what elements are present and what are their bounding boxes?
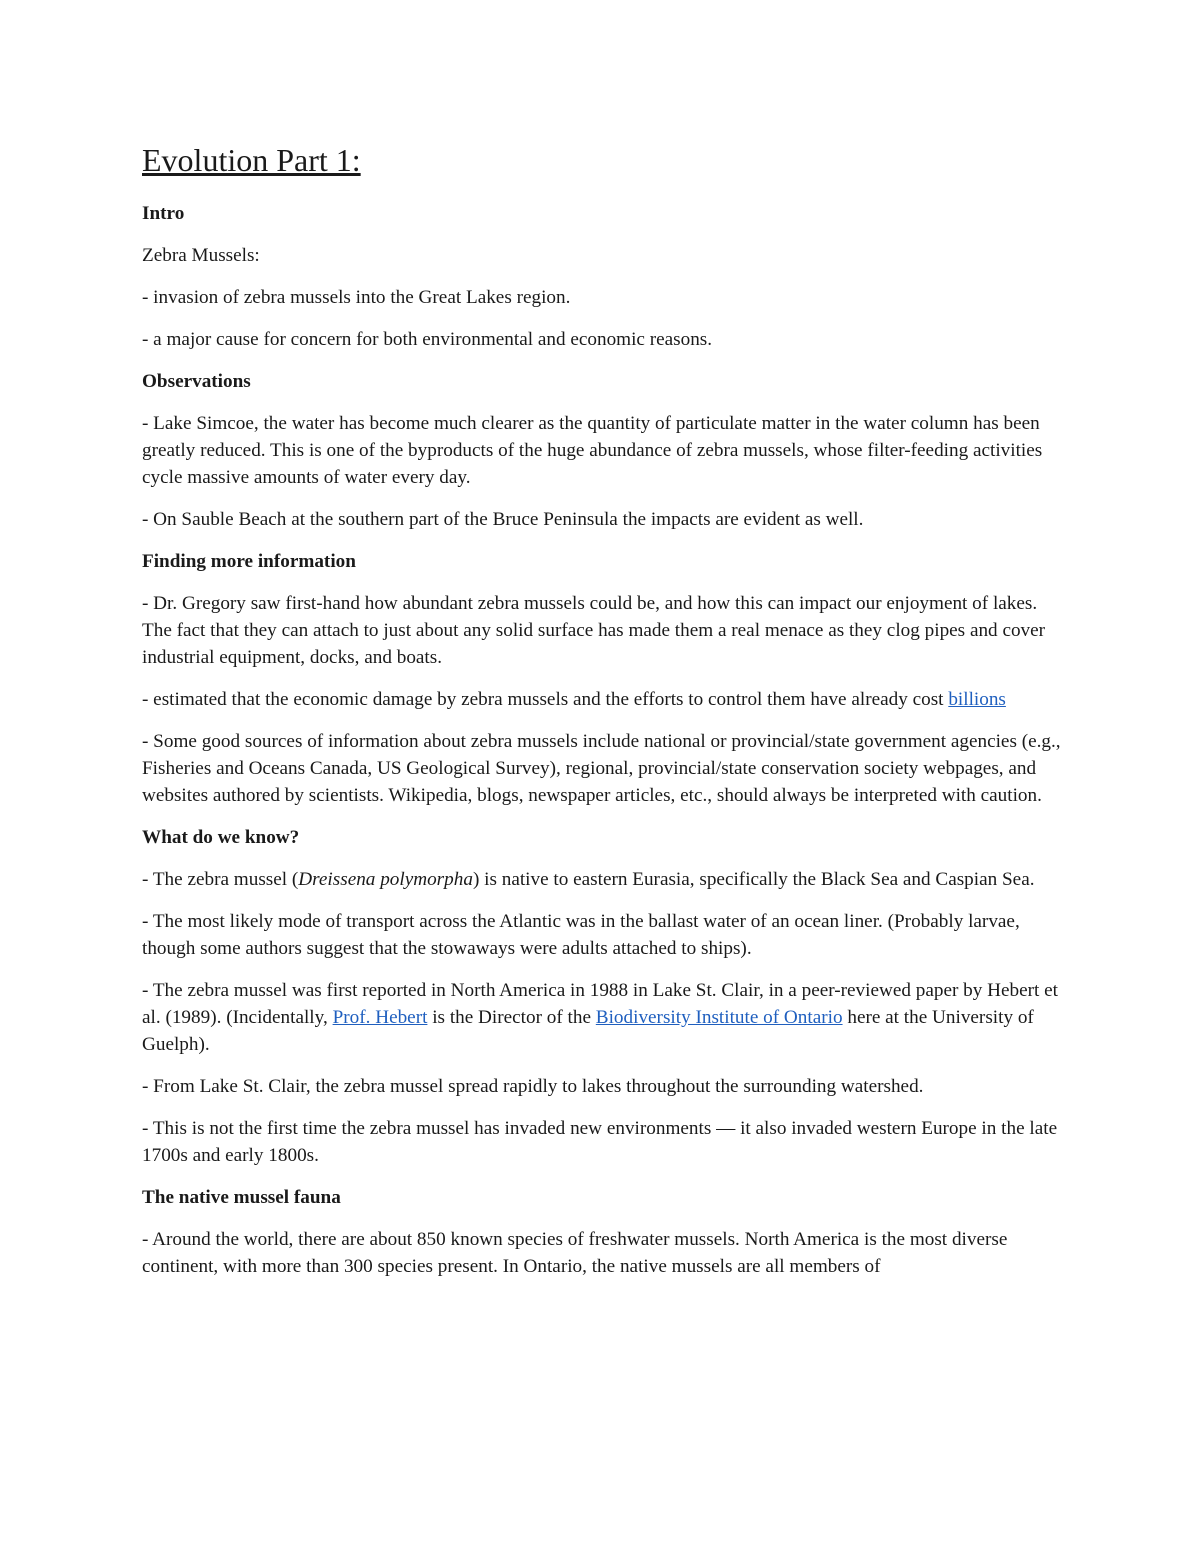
know-paragraph-1-end: ) is native to eastern Eurasia, specifically the Black Sea and Caspian Sea. [472,869,1035,890]
section-heading-observations: Observations [142,371,251,392]
intro-subheading: Zebra Mussels: [142,245,260,266]
finding-paragraph-3: - Some good sources of information about zebra mussels include national or provincial/state government agencies (e.g., Fisheries and Oceans Canada, US Geological Survey), regional, provincial/state conservation society webpages, and websites authored by scientists. Wikipedia, blogs, newspaper articles, etc., should always be interpreted with caution. [142,731,1061,806]
know-paragraph-3-end: here at the University of Guelph). [142,1007,1034,1055]
know-paragraph-3 [142,977,1062,1058]
observations-paragraph-1: - Lake Simcoe, the water has become much clearer as the quantity of particulate matter in the water column has been greatly reduced. This is one of the byproducts of the huge abundance of zebra mussels, whose filter-feeding activities cycle massive amounts of water every day. [142,413,1043,488]
know-paragraph-3-start: - The zebra mussel was first reported in North America in 1988 in Lake St. Clair, in a peer-reviewed paper by Hebert et al. (1989). (Incidentally, [142,980,1058,1028]
observations-paragraph-2: - On Sauble Beach at the southern part of the Bruce Peninsula the impacts are evident as well. [142,509,864,530]
finding-paragraph-1: - Dr. Gregory saw first-hand how abundant zebra mussels could be, and how this can impact our enjoyment of lakes. The fact that they can attach to just about any solid surface has made them a real menace as they clog pipes and cover industrial equipment, docks, and boats. [142,593,1046,668]
finding-paragraph-2-text: - estimated that the economic damage by zebra mussels and the efforts to control them have already cost [142,689,949,710]
know-paragraph-1-start: - The zebra mussel ( [142,869,299,890]
section-heading-native: The native mussel fauna [142,1187,341,1208]
section-heading-know: What do we know? [142,827,300,848]
intro-paragraph-1: - invasion of zebra mussels into the Great Lakes region. [142,287,571,308]
billions-link[interactable]: billions [948,689,1006,710]
know-paragraph-4: - From Lake St. Clair, the zebra mussel spread rapidly to lakes throughout the surrounding watershed. [142,1076,924,1097]
section-heading-intro: Intro [142,203,185,224]
native-paragraph-1: - Around the world, there are about 850 known species of freshwater mussels. North America is the most diverse continent, with more than 300 species present. In Ontario, the native mussels are all members of [142,1229,1008,1277]
finding-paragraph-2 [142,686,1062,713]
know-paragraph-3-middle: is the Director of the [427,1007,596,1028]
know-paragraph-1 [142,866,1062,893]
species-name: Dreissena polymorpha [298,869,473,890]
know-paragraph-5: - This is not the first time the zebra mussel has invaded new environments — it also invaded western Europe in the late 1700s and early 1800s. [142,1118,1058,1166]
biodiversity-institute-link[interactable]: Biodiversity Institute of Ontario [595,1007,843,1028]
prof-hebert-link[interactable]: Prof. Hebert [332,1007,428,1028]
intro-paragraph-2: - a major cause for concern for both environmental and economic reasons. [142,329,713,350]
document-body [142,140,1062,1295]
page-title: Evolution Part 1: [142,142,361,178]
section-heading-finding: Finding more information [142,551,356,572]
know-paragraph-2: - The most likely mode of transport across the Atlantic was in the ballast water of an ocean liner. (Probably larvae, though some authors suggest that the stowaways were adults attached to ships). [142,911,1020,959]
